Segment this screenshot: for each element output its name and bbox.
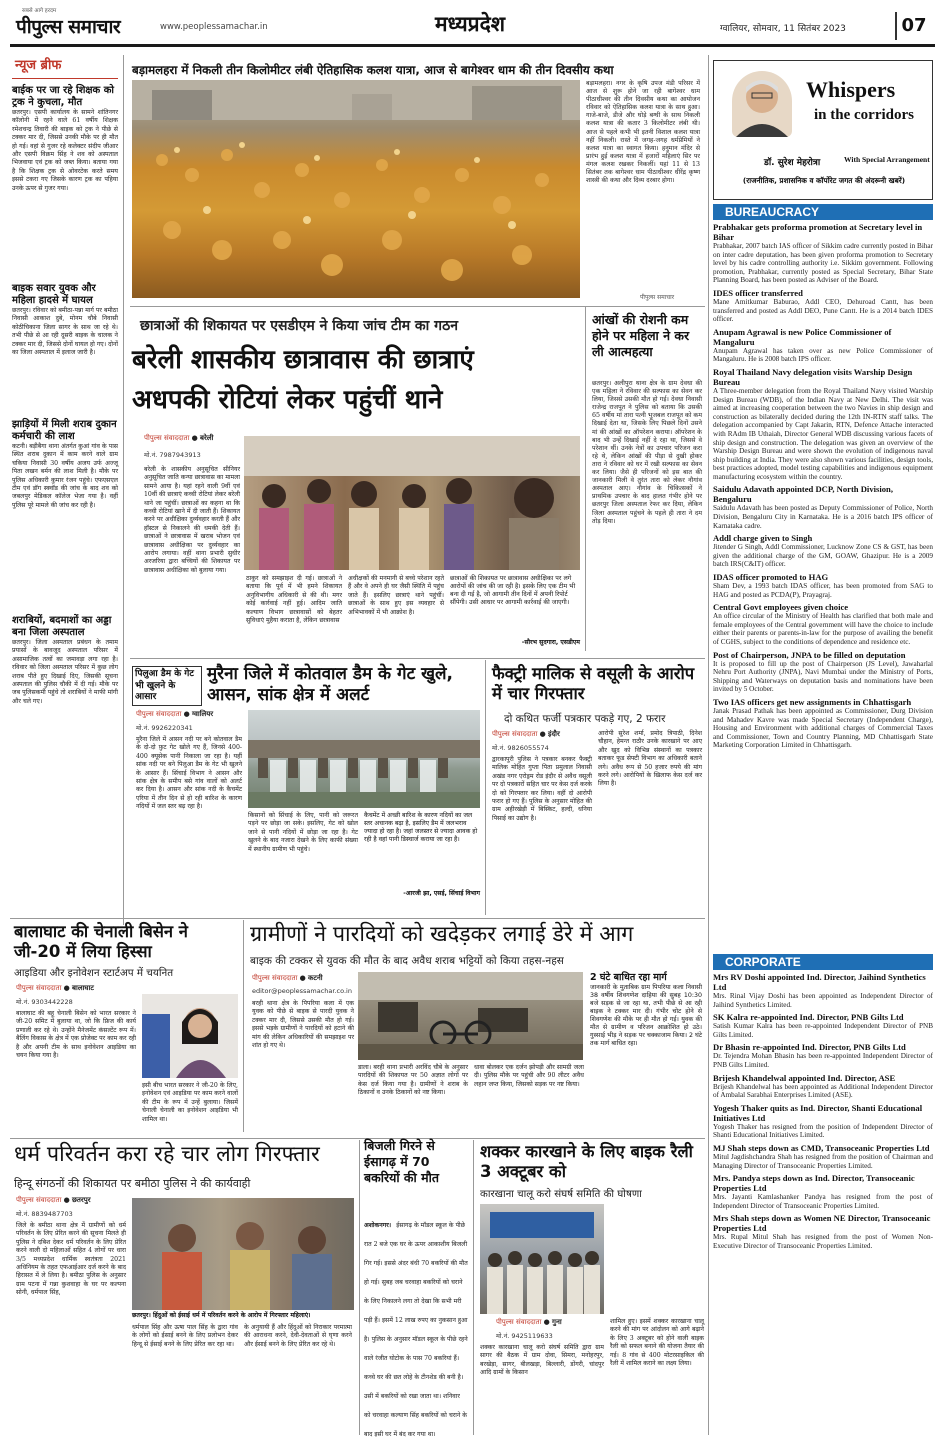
section-divider (130, 658, 705, 659)
brief-body: छतरपुर। रविवार को बमीठा-पन्ना मार्ग पर बमीठा निवासी आकाश दुबे, मोनम चौबे निवासी कोठीचिकाना जिला सागर के साथ जा रहे थे। तभी पीछे से आ रही दूसरी बाइक के चालक ने टक्कर मार दी, जिससे दोनों घायल हो गए। दोनों का जिला अस्पताल में इलाज जारी है। (12, 307, 118, 357)
whispers-box (713, 60, 933, 200)
dam-gates-photo (248, 710, 480, 808)
conversion-byline: पीपुल्स संवाददाता ● छतरपुर (16, 1196, 91, 1204)
morena-kicker: पिलुआ डैम के गेट भी खुलने के आसार (135, 669, 194, 702)
item-body: Janak Prasad Pathak has been appointed as Commissioner, Durg Division and Mahadev Kavre was made Special Secretary (Independent Charge), Housing and Environment with additional charges of Commercial Taxes and Commissioner, Town and Country Planning, MD Chhattisgarh State Marketing Corporation Limited in Chhattisgarh. (713, 706, 933, 750)
dateline: ग्वालियर, सोमवार, 11 सितंबर 2023 (720, 24, 846, 34)
bareli-kicker: छात्राओं की शिकायत पर एसडीएम ने किया जांच टीम का गठन (140, 318, 458, 334)
fire-col-2: डाला। बरही थाना प्रभारी अरविंद चौबे के अनुसार पारदियों की शिकायत पर 50 अज्ञात लोगों पर केस दर्ज किया गया है। ग्रामीणों ने शराब के ठिकानों व उनके ठिकानों को नष्ट किया। (358, 1064, 468, 1097)
page-number: 07 (895, 12, 931, 40)
burnt-camp-photo (358, 972, 583, 1060)
item-headline: Dr Bhasin re-appointed Ind. Director, PNB Gilts Ltd (713, 1042, 906, 1053)
byline-name: पीपुल्स संवाददाता (16, 1196, 62, 1204)
corporate-item[interactable] (713, 1073, 933, 1100)
kalash-yatra-photo (132, 80, 580, 298)
brief-item[interactable] (12, 419, 118, 611)
item-headline: IDES officer transferred (713, 287, 803, 298)
corporate-item[interactable] (713, 1173, 933, 1210)
section-title: मध्यप्रदेश (434, 12, 505, 36)
byline-name: पीपुल्स संवाददाता (16, 984, 62, 992)
byline-name: पीपुल्स संवाददाता (496, 1318, 542, 1326)
fire-col-1: बरही थाना क्षेत्र के पिपरिया कला में एक युवक को पीछे से बाइक से पारदी युवक ने टक्कर मार दी, जिससे उसकी मौत हो गई। इससे भड़के ग्रामीणों ने पारदियों को हटाने की मांग की लेकिन अधिकारियों की समझाइश पर शांत हो गए थे। (252, 1000, 354, 1050)
byline-place: बरेली (200, 434, 214, 442)
brief-item[interactable] (12, 615, 118, 849)
item-body: Mrs. Jayanti Kamlashanker Pandya has resigned from the post of Independent Director of Transoceanic Properties Limited. (713, 1193, 933, 1210)
whispers-tagline: (राजनीतिक, प्रशासनिक व कॉर्पोरेट जगत की अंदरूनी खबरें) (742, 176, 906, 185)
column-divider (585, 306, 586, 651)
corporate-item[interactable] (713, 1103, 933, 1140)
brief-body: छतरपुर। एसपी कार्यालय के सामने शांतिनगर कॉलोनी में रहने वाले 61 वर्षीय शिक्षक रमेशचन्द्र तिवारी की बाइक को ट्रक ने पीछे से टक्कर मार दी, जिससे उनकी मौके पर ही मौत हो गई। वहां से गुजर रहे कलेक्टर संदीप जीआर और एसपी विक्रम सिंह ने शव को अस्पताल भिजवाया एवं ट्रक को जब्त किया। बताया गया है कि शिक्षक ट्रक से ओवरटेक करते समय इससे टकरा गए जिसके कारण ट्रक का पहिया उनके ऊपर से गुजर गया। (12, 109, 118, 192)
bareli-quote-text: छात्राओं की शिकायत पर छात्रावास अधीक्षिका पर लगे आरोपों की जांच की जा रही है। इसके लिए एक टीम भी बना दी गई है, जो आगामी तीन दिनों में अपनी रिपोर्ट सौंपेगी। उसी आधार पर आगामी कार्रवाई की जाएगी। (450, 575, 576, 606)
column-divider (359, 1140, 360, 1435)
whispers-subtitle: in the corridors (814, 107, 914, 123)
byline-place: इंदौर (548, 730, 560, 738)
factory-byline: पीपुल्स संवाददाता ● इंदौर (492, 730, 560, 738)
fire-note-body: जानकारी के मुताबिक ग्राम पिपरिया कला निवासी 38 वर्षीय शिवगणेश दाहिया की सुबह 10:30 बजे सड़क से जा रहा था, तभी पीछे से आ रही बाइक ने टक्कर मार दी। गंभीर चोट होने से शिवगणेश की मौके पर ही मौत हो गई। युवक की मौत से ग्रामीण व परिजन आक्रोशित हो उठे। गुस्साई भीड़ ने सड़क पर चक्काजाम किया। 2 घंटे तक मार्ग बाधित रहा। (590, 984, 702, 1047)
students-illustration (244, 436, 580, 570)
sugar-mobile: मो.नं. 9425119633 (496, 1332, 553, 1340)
brief-body: छतरपुर। जिला अस्पताल प्रबंधन के तमाम प्रयासों के बावजूद अस्पताल परिसर में असामाजिक तत्वों का जमावड़ा लगा रहा है। रविवार को जिला अस्पताल परिसर में कुछ लोग शराब पीते हुए दिखाई दिए, जिसकी सूचना अस्पताल की पुलिस चौकी में दी गई। मौके पर जब पुलिसकर्मी पहुंचे तो शराबियों ने माफी मांगी और चले गए। (12, 639, 118, 705)
balaghat-col-1: बालाघाट की बहू चेनाली बिसेन को भारत सरकार ने जी-20 समिट में बुलाया था, जो कि फ्रिज की कार्य प्रणाली कर रहे थे। उन्होंने मैनेजमेंट कंसल्टेंट रूप में। बैलिंग विकास के क्षेत्र में एक प्रोजेक्ट पर काम कर रही है और अपनी टीम के साथ इनोवेशन आइडिया का चयन किया गया है। (16, 1010, 136, 1060)
item-headline: Mrs RV Doshi appointed Ind. Director, Jaihind Synthetics Ltd (713, 972, 926, 992)
item-body: Brijesh Khandelwal has been appointed as Additional Independent Director of Ambalal Sarabhai Enterprises Limited (ASE). (713, 1082, 933, 1100)
morena-kicker-box (132, 666, 202, 706)
fire-headline[interactable]: ग्रामीणों ने पारदियों को खदेड़कर लगाई डेरे में आग (250, 922, 634, 947)
item-headline: Anupam Agrawal is new Police Commissioner of Mangaluru (713, 326, 892, 347)
farmers-meeting-photo (480, 1204, 604, 1314)
item-body: Mrs. Rinal Vijay Doshi has been appointed as Independent Director of Jaihind Synthetics Limited. (713, 992, 933, 1009)
masthead-rule (10, 44, 935, 47)
bareli-quote (450, 575, 580, 652)
item-body: Saidulu Adavath has been posted as Deputy Commissioner of Police, North Division, Bengaluru City in Karnataka. He is a 2016 batch IPS officer of Karnataka cadre. (713, 504, 933, 530)
meeting-illustration (480, 1204, 604, 1314)
byline-name: पीपुल्स संवाददाता (136, 710, 182, 718)
item-body: An office circular of the Ministry of Health has clarified that both male and female employees of the Central government will have the choice to include either their parents or parents-in-law for the purpose of availing the benefit of CGHS, subject to the conditions of dependence and residence etc. (713, 612, 933, 646)
factory-headline[interactable]: फैक्ट्री मालिक से वसूली के आरोप में चार गिरफ्तार (492, 664, 695, 703)
women-illustration (132, 1198, 354, 1310)
bareli-col-2: ठाकुर को समझाइश दी गई। छात्राओं ने बताया कि पूर्व में भी हमने शिकायत अनुविभागीय अधिकारी से की थी। मगर कोई कार्रवाई नहीं हुई। आदिम जाति कल्याण विभाग छात्रावासों को बेहतर सुविधाएं मुहैया कराता है, लेकिन छात्रावास (246, 575, 342, 625)
column-divider (123, 55, 124, 925)
balaghat-byline: पीपुल्स संवाददाता ● बालाघाट (16, 984, 94, 992)
item-body: Satish Kumar Kalra has been re-appointed Independent Director of PNB Gilts Limited. (713, 1022, 933, 1039)
bareli-byline: पीपुल्स संवाददाता ● बरेली (144, 434, 214, 442)
bureaucracy-item[interactable] (713, 327, 933, 364)
brief-headline: बाईक पर जा रहे शिक्षक को ट्रक ने कुचला, मौत (12, 85, 114, 108)
hostel-students-photo (244, 436, 580, 570)
byline-place: कटनी (308, 974, 323, 982)
item-body: Mane Amitkumar Baburao, Addl CEO, Dehuroad Cantt, has been transferred and posted as Addl DEO, Pune Cantt. He is a 2014 batch IDES officer. (713, 297, 933, 324)
conversion-headline[interactable]: धर्म परिवर्तन करा रहे चार लोग गिरफ्तार (14, 1142, 320, 1167)
brand-logo[interactable]: पीपुल्स समाचार (16, 16, 121, 38)
conversion-col-2: धर्मपाल सिंह और ऊषा पाल सिंह के द्वारा गांव के लोगों को ईसाई बनने के लिए प्रलोभन देकर हिन्दू से ईसाई बनने के लिए प्रेरित कर रहा था। (132, 1324, 238, 1348)
whispers-title: Whispers (806, 77, 896, 102)
bareli-quote-by: -सौरभ सुदगारा, एसडीएम (521, 639, 580, 646)
brief-headline: झाड़ियों में मिली शराब दुकान कर्मचारी की लाश (12, 419, 117, 442)
bureaucracy-item[interactable] (713, 367, 933, 482)
corporate-item[interactable] (713, 972, 933, 1009)
portrait-illustration (142, 994, 238, 1078)
sugar-col-2: शामिल हुए। इसमें शक्कर कारखाना चालू करने की मांग पर आंदोलन को आगे बढ़ाने के लिए 3 अक्टूबर को होने वाली बाइक रैली को सफल बनाने की योजना तैयार की गई। 8 गांव से 400 मोटरसाइकिल की रैली में शामिल कराने का लक्ष्य लिया। (610, 1318, 704, 1368)
bureaucracy-item[interactable] (713, 222, 933, 285)
factory-col-1: द्वारकापुरी पुलिस ने पत्रकार बनकर फैक्ट्री मालिक मोहित गुप्ता पिता प्रमुलाल निवासी अखंड नगर एरोड्रम रोड इंदौर से अवैध वसूली पर दो पत्रकारों सहित चार पर केस दर्ज करके दो को गिरफ्तार कर लिया। वहीं दो आरोपी फरार हो गए हैं। पुलिस के अनुसार मोहित की ग्राम अहीरखेड़ी में बिस्किट, हल्दी, धनिया पिसाई का उद्योग है। (492, 756, 592, 822)
conversion-subhead: हिन्दू संगठनों की शिकायत पर बमीठा पुलिस ने की कार्यवाही (14, 1177, 251, 1190)
factory-col-2: आरोपी सुरेश शर्मा, प्रमोद त्रिपाठी, दिनेश चौहान, हेमन्त राठौर उनके कारखाने पर आए और खुद को विभिन्न संस्थानों का पत्रकार बताकर फूड सेफ्टी विभाग का अधिकारी बताने लगे। अवैध रूप से 50 हजार रुपये की मांग करने लगे। आरोपियों के खिलाफ केस दर्ज कर लिया है। (598, 730, 702, 788)
masthead (0, 0, 945, 44)
fire-note-title: 2 घंटे बाधित रहा मार्ग (590, 972, 667, 983)
news-brief-title: न्यूज ब्रीफ (12, 55, 118, 79)
sugar-col-1: शक्कर कारखाना चालू करो संघर्ष समिति द्वारा ग्राम सागर की बैठक में ग्राम दोवा, सिमरा, मनोहरपुर, बरखेड़ा, सागर, बीलखड़ा, बिल्लारी, डोंगरी, चांदपुर आदि ग्रामों के किसान (480, 1344, 604, 1377)
suicide-headline[interactable]: आंखों की रोशनी कम होने पर महिला ने कर ली आत्महत्या (592, 312, 690, 359)
brief-item[interactable] (12, 283, 118, 415)
item-headline: Brijesh Khandelwal appointed Ind. Director, ASE (713, 1072, 896, 1083)
arrested-women-photo (132, 1198, 354, 1310)
corporate-list (713, 972, 933, 1438)
morena-headline[interactable]: मुरैना जिले में कोतवाल डैम के गेट खुले, आसन, सांक क्षेत्र में अलर्ट (207, 664, 453, 705)
corporate-item[interactable] (713, 1042, 933, 1069)
bareli-headline-1[interactable]: बरेली शासकीय छात्रावास की छात्राएं (132, 345, 474, 375)
item-headline: Two IAS officers get new assignments in Chhattisgarh (713, 696, 912, 707)
bureaucracy-item[interactable] (713, 572, 933, 599)
byline-name: पीपुल्स संवाददाता (252, 974, 298, 982)
item-headline: Mrs. Pandya steps down as Ind. Director, Transoceanic Properties Ltd (713, 1173, 915, 1194)
editor-portrait (732, 71, 792, 137)
item-headline: Yogesh Thaker quits as Ind. Director, Shanti Educational Initiatives Ltd (713, 1102, 923, 1123)
byline-name: पीपुल्स संवाददाता (492, 730, 538, 738)
morena-byline: पीपुल्स संवाददाता ● ग्वालियर (136, 710, 214, 718)
column-divider (708, 55, 709, 1435)
item-headline: Prabhakar gets proforma promotion at Secretary level in Bihar (713, 222, 923, 242)
brief-item[interactable] (12, 85, 118, 279)
morena-caption (364, 812, 480, 910)
item-headline: IDAS officer promoted to HAG (713, 572, 829, 583)
balaghat-headline[interactable]: बालाघाट की चेनाली बिसेन ने जी-20 में लिया हिस्सा (14, 922, 188, 961)
brief-headline: बाइक सवार युवक और महिला हादसे में घायल (12, 283, 96, 306)
item-headline: Saidulu Adavath appointed DCP, North Division, Bengaluru (713, 484, 893, 505)
corporate-item[interactable] (713, 1012, 933, 1039)
lightning-body-wrap (364, 1212, 468, 1438)
with-special-arrangement: With Special Arrangement (844, 155, 930, 164)
item-headline: Addl charge given to Singh (713, 533, 813, 544)
bureaucracy-item[interactable] (713, 650, 933, 694)
editor-name: डॉ. सुरेश मेहरोत्रा (764, 158, 821, 168)
balaghat-mobile: मो.नं. 9303442228 (16, 998, 73, 1006)
editor-portrait-illustration (732, 71, 792, 137)
corporate-header: CORPORATE (713, 954, 933, 970)
byline-place: छतरपुर (72, 1196, 91, 1204)
chenali-bisen-photo (142, 994, 238, 1078)
factory-subhead: दो कथित फर्जी पत्रकार पकड़े गए, 2 फरार (504, 713, 666, 725)
corporate-item[interactable] (713, 1143, 933, 1170)
kalash-photo-credit: पीपुल्स समाचार (640, 294, 675, 301)
item-body: Sham Dev, a 1993 batch IDAS officer, has been promoted from SAG to HAG and posted as PCDA(P), Prayagraj. (713, 582, 933, 599)
dam-illustration (248, 710, 480, 808)
section-divider (10, 918, 705, 919)
crowd-illustration (132, 80, 580, 298)
item-body: It is proposed to fill up the post of Chairperson (JS Level), Jawaharlal Nehru Port Authority (JNPA), Navi Mumbai under the Ministry of Ports, Shipping and Waterways on deputation basis and nominations have been invited by 5 October. (713, 659, 933, 694)
brief-body: कटनी। बड़ीबैगा थाना अंतर्गत कुआं गांव के पास स्थित शराब दुकान में काम करने वाले ग्राम चकिया निवासी 30 वर्षीय अजय उर्फ अज्जू पिता लखन बर्मन की लाश मिली है। मौके पर पुलिस अधिकारी कुमार रंजन पहुंचे। एफएसएल टीम एवं डॉग स्क्वॉड की जांच के बाद शव को जबलपुर मेडिकल कॉलेज भेजा गया है। वहीं पुलिस पूरे मामले की जांच कर रही है। (12, 443, 118, 509)
website-link[interactable]: www.peoplessamachar.in (160, 22, 268, 32)
item-body: Mitul Jagdishchandra Shah has resigned from the position of Chairman and Managing Director of Transoceanic Properties Limited. (713, 1152, 933, 1170)
column-divider (473, 1140, 474, 1435)
fire-note-box (590, 972, 702, 1132)
item-headline: Mrs Shah steps down as Women NE Director, Transoceanic Properties Ltd (713, 1213, 931, 1234)
bareli-mobile: मो.नं. 7987943913 (144, 451, 201, 459)
morena-mobile: मो.नं. 9926220341 (136, 724, 193, 732)
lightning-headline[interactable]: बिजली गिरने से ईसागढ़ में 70 बकरियों की मौत (364, 1138, 439, 1185)
item-headline: Post of Chairperson, JNPA to be filled on deputation (713, 649, 906, 660)
byline-place: गुना (552, 1318, 562, 1326)
morena-caption-text: कैचमेंट में अच्छी बारिश के कारण नदियों का जल स्तर अचानक बढ़ा है, इसलिए डैम में जलभराव ज्यादा हो रहा है। जहां जलस्तर से ज्यादा आवक हो रही है वहां पानी डिस्चार्ज कराया जा रहा है। (364, 812, 478, 843)
item-headline: Royal Thailand Navy delegation visits Warship Design Bureau (713, 366, 913, 387)
fire-col-3: धावा बोलकर एक दर्जन झोपड़ी और सामग्री जला दी। पुलिस मौके पर पहुंची और 90 लीटर अवैध लहान जप्त किया, जिसको सड़क पर नष्ट किया। (474, 1064, 584, 1088)
conversion-mobile: मो.नं. 8839487703 (16, 1210, 73, 1218)
kalash-headline[interactable]: बड़ामलहरा में निकली तीन किलोमीटर लंबी ऐतिहासिक कलश यात्रा, आज से बागेश्वर धाम की तीन दिवसीय कथा (132, 63, 614, 77)
sugar-subhead: कारखाना चालू करो संघर्ष समिति की घोषणा (480, 1189, 642, 1200)
bureaucracy-header: BUREAUCRACY (713, 204, 933, 220)
morena-col-2: किसानों को सिंचाई के लिए, पानी को जरूरत पड़ने पर छोड़ा जा सके। इसलिए, गेट को खोल जाने से पानी नदियों में छोड़ा जा रहा है। गेट खुलने के बाद नजारा देखने के लिए काफी संख्या में स्थानीय ग्रामीण भी पहुंचे। (248, 812, 358, 853)
brand-tag: सबसे आगे हरदम (22, 8, 57, 14)
item-headline: MJ Shah steps down as CMD, Transoceanic Properties Ltd (713, 1142, 930, 1153)
item-body: Dr. Tejendra Mohan Bhasin has been re-appointed Independent Director of PNB Gilts Limited. (713, 1052, 933, 1069)
bareli-col-1: बरेली के शासकीय अनुसूचित सीनियर अनुसूचित जाति कन्या छात्रावास का मामला सामने आया है। यहां रहने वाली 9वीं एवं 10वीं की छात्राएं कच्ची रोटियां लेकर बरेली थाने जा पहुंचीं। छात्राओं का कहना था कि कच्ची रोटियां खाने में दी जाती हैं। शिकायत करने पर अधीक्षिका दुर्व्यवहार करती हैं और हॉस्टल से निकालने की धमकी देती हैं। छात्राओं ने छात्रावास में खराब भोजन एवं छात्रावास अधीक्षिका पर दुर्व्यवहार का आरोप लगाया। वहीं थाना प्रभारी सुधीर अरजरिया द्वारा बच्चियों की शिकायत पर छात्रावास अधीक्षिका को बुलाया गया। (144, 466, 240, 574)
bureaucracy-item[interactable] (713, 533, 933, 569)
brief-headline: शराबियों, बदमाशों का अड्डा बना जिला अस्पताल (12, 615, 112, 638)
bureaucracy-list (713, 222, 933, 950)
fire-byline: पीपुल्स संवाददाता ● कटनी (252, 974, 323, 982)
burnt-camp-illustration (358, 972, 583, 1060)
morena-col-1: मुरैना जिले में आसन नदी पर बने कोतवाल डैम के दो-दो फ़ुट गेट खोले गए हैं, जिनसे 400-400 क्यूसेक पानी निकाला जा रहा है। यहीं सांक नदी पर बने पिलुआ डैम के गेट भी खुलने के आसार हैं। सिंचाई विभाग ने आसन और सांक क्षेत्र के समीप बसे गांव वालों को अलर्ट कर दिया है। आसन और सांक नदी के कैचमेंट एरिया में तीन दिन से हो रही बारिश के कारण नदियों में जल स्तर बढ़ रहा है। (136, 736, 242, 811)
item-body: Anupam Agrawal has taken over as new Police Commissioner of Mangaluru. He is 2008 batch IPS officer. (713, 346, 933, 364)
conversion-photo-caption: छतरपुर। हिंदुओं को ईसाई धर्म में परिवर्तन करने के आरोप में गिरफ्तार महिलाएं। (132, 1312, 311, 1319)
item-body: Yogesh Thaker has resigned from the position of Independent Director of Shanti Educational Initiatives Limited. (713, 1122, 933, 1140)
bureaucracy-item[interactable] (713, 602, 933, 646)
lightning-body: ईसागढ़ के मॉडल स्कूल के पीछे रात 2 बजे एक घर के ऊपर आकाशीय बिजली गिर गई। इससे अंदर बंधी 70 बकरियों की मौत हो गई। सुबह जब चरवाहा बकरियों को चराने के लिए निकालने लगा तो देखा कि सभी मरी पड़ी हैं। इसमें 12 लाख रुपए का नुकसान हुआ है। पुलिस के अनुसार मॉडल स्कूल के पीछे रहने वाले रंजीत घोटोक के पास 70 बकरियां हैं। कच्चे घर की छत लोहे के टीनशेड की बनी है। उसी में बकरियों को रखा जाता था। शनिवार को चरवाहा कल्याण सिंह बकरियों को चराने के बाद इसी घर में बंद कर गया था। (364, 1222, 468, 1438)
item-body: Prabhakar, 2007 batch IAS officer of Sikkim cadre currently posted in Bihar on inter cadre deputation, has been given proforma promotion to Secretary level by his cadre controlling authority i.e. Sikkim government. Following promotion, Prabhakar, currently posted as Special Secretary, Bihar State Planning Board, has been posted as Adviser of the Board. (713, 242, 933, 285)
kalash-body: बड़ामलहरा। नगर के कृषि उपज मंडी परिसर में आज से शुरू होने जा रही बागेश्वर धाम पीठाधीश्वर की तीन दिवसीय कथा का आयोजन रविवार को ऐतिहासिक कलश यात्रा के साथ हुआ। गाजे-बाजे, डीजे और घोड़े बग्घी के साथ निकली कलश यात्रा की कतार 3 किलोमीटर लंबी थी। आज से पहले कभी भी इतनी विशाल कलश यात्रा नहीं निकली। रास्ते में जगह-जगह धर्मप्रेमियों ने कलश यात्रा का स्वागत किया। हनुमान मंदिर से प्रारंभ हुई कलश यात्रा में हजारों महिलाएं सिर पर मंगल कलश रखकर निकलीं। यहां 11 से 13 सितंबर तक बागेश्वर धाम पीठाधीश्वर धीरेंद्र कृष्ण शास्त्री की कथा और दिव्य दरबार होगा। (586, 80, 700, 185)
balaghat-col-2: इसी बीच भारत सरकार ने जी-20 के लिए, इनोवेशन एवं आइडिया पर काम करने वालों की टीम के रूप में उन्हें बुलाया। जिसमें चेनाली चेनाली का इनोवेशन आइडिया भी शामिल था। (142, 1082, 238, 1123)
section-divider (130, 306, 705, 307)
bareli-headline-2[interactable]: अधपकी रोटियां लेकर पहुंचीं थाने (132, 385, 443, 415)
morena-caption-by: -आरजी झा, एसई, सिंचाई विभाग (403, 890, 480, 897)
fire-email[interactable]: editor@peoplessamachar.co.in (252, 987, 352, 995)
factory-mobile: मो.नं. 9826055574 (492, 744, 549, 752)
bureaucracy-item[interactable] (713, 697, 933, 750)
conversion-col-3: के अनुयायी हैं और हिंदुओं को निराकार परमात्मा की आराधना करने, देवी-देवताओं से घृणा करने और ईसाई बनने के लिए प्रेरित कर रहे थे। (244, 1324, 352, 1348)
section-divider (10, 1138, 705, 1139)
balaghat-subhead: आइडिया और इनोवेशन स्टार्टअप में चयनित (14, 967, 174, 979)
news-brief-column (12, 55, 118, 935)
column-divider (243, 920, 244, 1132)
byline-place: ग्वालियर (192, 710, 214, 718)
corporate-item[interactable] (713, 1213, 933, 1250)
bureaucracy-item[interactable] (713, 484, 933, 530)
item-body: Mrs. Rupal Mitul Shah has resigned from the post of Women Non-Executive Director of Transoceanic Properties Limited. (713, 1233, 933, 1250)
column-divider (485, 660, 486, 915)
suicide-body: छतरपुर। अलीपुरा थाना क्षेत्र के ग्राम देवधा की एक महिला ने रविवार की सल्फास का सेवन कर लिया, जिससे उसकी मौत हो गई। देवधा निवासी राजेन्द्र राजपूत ने पुलिस को बताया कि उसकी 65 वर्षीय मां तारा पत्नी भुजबल राजपूत को कम दिखाई देता था, जिसके लिए पिछले दिनों उसने मां की आंखों का ऑपरेशन कराया। ऑपरेशन के बाद भी उन्हें दिखाई नहीं दे रहा था, जिससे वे परेशान थीं। उनके नेत्रों का उपचार परिजन करा रहे थे, लेकिन आंखों की पीड़ा से दुखी होकर तारा ने रविवार को घर में रखी सल्फास का सेवन कर लिया। जैसे ही परिजनों को इस बात की जानकारी मिली वे तुरंत तारा को लेकर नौगांव अस्पताल आए। नौगांव के चिकित्सकों ने प्राथमिक उपचार के बाद हालत गंभीर होने पर छतरपुर जिला अस्पताल रेफर कर दिया, लेकिन जिला अस्पताल पहुंचने के पहले ही तारा ने दम तोड़ दिया। (592, 380, 702, 525)
sugar-byline: पीपुल्स संवाददाता ● गुना (496, 1318, 562, 1326)
item-headline: Central Govt employees given choice (713, 602, 849, 613)
item-body: Jitender G Singh, Addl Commissioner, Lucknow Zone CS & GST, has been given the additional charge of the GM, GOAW, Ghazipur. He is a 2009 batch IRS(C&IT) officer. (713, 543, 933, 569)
item-body: A Three-member delegation from the Royal Thailand Navy visited Warship Design Bureau (WDB), of the Indian Navy at New Delhi. The visit was aimed at increasing cooperation between the two Navies in ship design and construction as bilaterally decided during the 12th IN-RTN staff talks. The delegation accompanied by Capt Jakarin, RTN, Defence Attache interacted with RAdm IB Uthaiah, Director General WDB discussing various facets of ship design and construction. The delegation was given an overview of the Warship Design Bureau and were shown the evolution of indigenous naval ship building at India. They were also shown various facilities, design tools, best practices adopted, model testing capabilities and indigenous equipment manufacturing ecosystem within the country. (713, 386, 933, 481)
byline-place: बालाघाट (72, 984, 94, 992)
byline-name: पीपुल्स संवाददाता (144, 434, 190, 442)
item-headline: SK Kalra re-appointed Ind. Director, PNB Gilts Ltd (713, 1012, 904, 1023)
bareli-col-3: अधीक्षकों की मनमानी से बच्चे परेशान रहते हैं और वे अपने ही घर जैसी स्थिति में पहुंच जाते हैं। इसलिए छात्राएं थाने पहुंचीं। छात्राओं के साथ हुए इस व्यवहार से अभिभावकों में भी आक्रोश है। (348, 575, 444, 616)
bureaucracy-item[interactable] (713, 288, 933, 324)
sugar-headline[interactable]: शक्कर कारखाने के लिए बाइक रैली 3 अक्टूबर को (480, 1142, 693, 1181)
conversion-col-1: जिले के बमीठा थाना क्षेत्र में ग्रामीणों को धर्म परिवर्तन के लिए प्रेरित करने की सूचना मिलते ही पुलिस ने दबिश देकर धर्म परिवर्तन के लिए प्रेरित करने वाली दो महिलाओं सहित 4 लोगों पर धारा 3/5 मध्यप्रदेश धार्मिक स्वतंत्रता 2021 अधिनियम के तहत एफआईआर दर्ज करने के बाद हिरासत में ले लिया है। बमीठा पुलिस के अनुसार ग्राम पटना में गन्ना कुशवाहा के घर पर कल्पना सोनी, धर्मपाल सिंह, (16, 1222, 126, 1297)
lightning-byline: अशोकनगर। (364, 1222, 392, 1229)
fire-subhead: बाइक की टक्कर से युवक की मौत के बाद अवैध शराब भट्टियों को किया तहस-नहस (250, 955, 564, 967)
